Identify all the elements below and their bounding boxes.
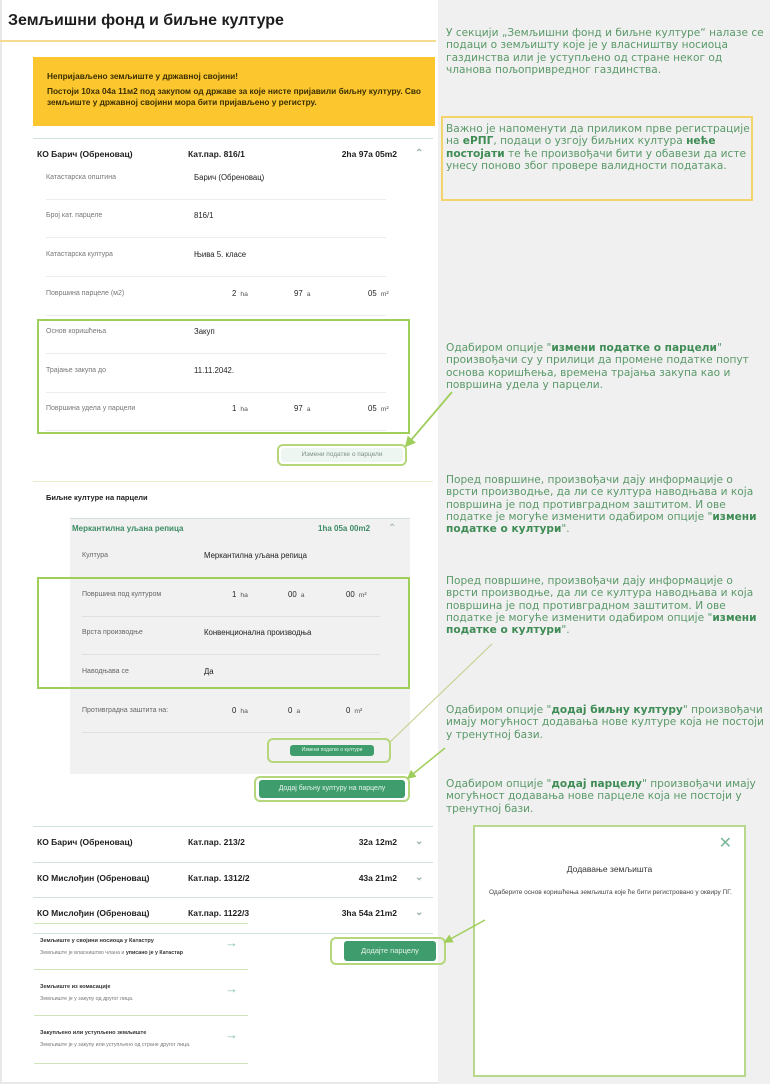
arrow-right-icon: → [225,1027,238,1042]
crop-area: 1ha 05a 00m2 [318,524,371,533]
parcel-ko: КО Барич (Обреновац) [37,149,133,159]
crop-ha: 1 ha [232,590,248,599]
share-m2: 05 m² [368,404,389,413]
parcel-area: 2ha 97a 05m2 [341,149,397,159]
note-crop-info-repeat: Поред површине, произвођачи дају информације о врсти производње, да ли се култура наводњава и која површина је под противградном заштитом. И ове податке је могуће изменити одабиром опције "измени податке о култури". [446,575,757,637]
row-value: 816/1 [194,211,214,220]
row-label: Противградна заштита на: [82,707,169,714]
hail-ha: 0 ha [232,706,248,715]
option-subtitle: Земљиште је власништво члана и уписано је у Катастар [40,950,183,956]
edit-parcel-button[interactable]: Измени податке о парцели [281,448,403,462]
row-label: Број кат. парцеле [46,212,103,219]
arrow-right-icon: → [225,935,238,950]
add-crop-button[interactable]: Додај биљну културу на парцелу [259,780,405,798]
option-title: Земљиште из комасације [40,984,111,990]
row-value: Да [204,667,214,676]
note-edit-parcel: Одабиром опције "измени податке о парцели" произвођачи су у прилици да промене податке попут основа коришћења, времена трајања закупа као и површина удела у парцели. [446,342,749,391]
note-intro: У секцији „Земљишни фонд и биљне културе“ налазе се подаци о земљишту које је у власништву носиоца газдинства или је уступљено од стране неког од чланова пољопривредног газдинства. [446,27,764,76]
chevron-up-icon[interactable]: ⌃ [388,523,397,534]
arrow-to-add-parcel [445,920,485,942]
chevron-up-icon[interactable]: ⌃ [415,148,424,159]
parcel-ko: КО Барич (Обреновац) [37,837,133,847]
close-icon[interactable]: ✕ [718,835,732,852]
row-label: Врста производње [82,629,143,636]
hail-m2: 0 m² [346,706,363,715]
parcel-area: 43a 21m2 [358,873,397,883]
row-value: Конвенционална производња [204,628,312,637]
row-label: Површина под културом [82,591,162,598]
note-important: Важно је напоменути да приликом прве регистрације на еРПГ, подаци о узгоју биљних култура неће постојати те ће произвођачи бити у обавези да исте унесу поново због провере валидности података. [446,123,750,172]
area-a: 97 a [294,289,311,298]
row-value: 11.11.2042. [194,366,235,375]
parcel-area: 3ha 54a 21m2 [341,908,397,918]
row-label: Трајање закупа до [46,367,106,374]
modal-description: Одаберите основ коришћења земљишта које ће бити регистровано у оквиру ПГ. [489,889,732,896]
parcel-ko: КО Мислођин (Обреновац) [37,873,150,883]
note-crop-info: Поред површине, произвођачи дају информације о врсти производње, да ли се култура наводњава и која површина је под противградном заштитом. И ове податке је могуће изменити одабиром опције "измени податке о култури". [446,474,757,536]
row-label: Површина парцеле (м2) [46,290,125,297]
row-label: Катастарска култура [46,251,113,258]
chevron-down-icon[interactable]: ⌄ [415,907,424,918]
row-label: Култура [82,552,109,559]
parcel-kat: Кат.пар. 816/1 [188,149,245,159]
crop-a: 00 a [288,590,305,599]
row-label: Основ коришћења [46,328,107,335]
edit-crop-button[interactable]: Измени податке о култури [290,745,374,756]
row-value: Њива 5. класе [194,250,247,259]
note-add-parcel: Одабиром опције "додај парцелу" произвођачи имају могућност додавања нове парцеле која не постоји у тренутној бази. [446,778,756,815]
row-label: Површина удела у парцели [46,405,136,412]
alert-title: Непријављено земљиште у државној својини! [47,71,239,81]
parcel-kat: Кат.пар. 1312/2 [188,873,250,883]
share-a: 97 a [294,404,311,413]
row-label: Катастарска општина [46,174,116,181]
crop-name[interactable]: Меркантилна уљана репица [72,524,184,533]
note-add-crop: Одабиром опције "додај биљну културу" произвођачи имају могућност додавања нове културе која не постоји у тренутној бази. [446,704,764,741]
arrow-to-edit-parcel [406,392,452,446]
row-label: Наводњава се [82,668,129,675]
alert-body: Постоји 10ха 04а 11м2 под закупом од државе за које нисте пријавили биљну културу. Сво земљиште у државној својини мора бити пријављено у регистру. [47,86,421,107]
arrow-right-icon: → [225,981,238,996]
chevron-down-icon[interactable]: ⌄ [415,872,424,883]
crops-section-label: Биљне културе на парцели [46,493,148,502]
hail-a: 0 a [288,706,301,715]
parcel-ko: КО Мислођин (Обреновац) [37,908,150,918]
row-value: Закуп [194,327,215,336]
row-value: Барич (Обреновац) [194,173,265,182]
arrow-to-add-crop [408,748,445,778]
option-subtitle: Земљиште је у закупу од другог лица. [40,996,134,1002]
option-title: Закупљено или уступљено земљиште [40,1030,147,1036]
option-title: Земљиште у својини носиоца у Катастру [40,938,154,944]
option-subtitle: Земљиште је у закупу или уступљено од стране другог лица. [40,1042,191,1048]
row-value: Меркантилна уљана репица [204,551,307,560]
add-parcel-button[interactable]: Додајте парцелу [344,941,436,961]
area-ha: 2 ha [232,289,248,298]
area-m2: 05 m² [368,289,389,298]
share-ha: 1 ha [232,404,248,413]
page-title: Земљишни фонд и биљне културе [8,12,284,29]
parcel-area: 32a 12m2 [358,837,397,847]
parcel-kat: Кат.пар. 1122/3 [188,908,250,918]
parcel-kat: Кат.пар. 213/2 [188,837,245,847]
chevron-down-icon[interactable]: ⌄ [415,836,424,847]
modal-title: Додавање земљишта [566,864,653,874]
arrow-to-edit-crop [390,644,492,742]
crop-m2: 00 m² [346,590,367,599]
